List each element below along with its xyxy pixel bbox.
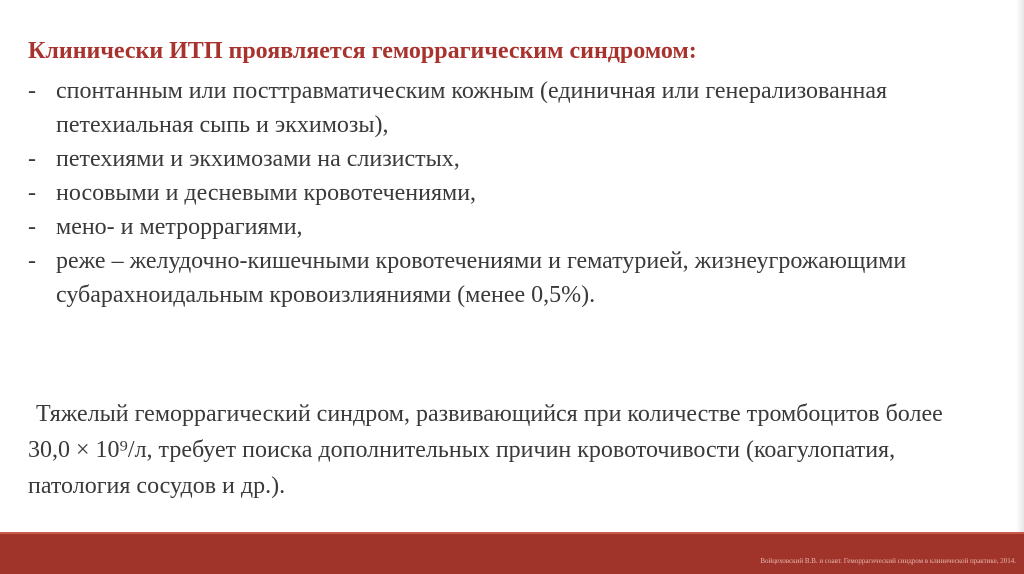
bullet-dash: -	[28, 214, 36, 240]
bullet-item	[28, 244, 1018, 312]
bullet-text: носовыми и десневыми кровотечениями,	[56, 180, 477, 206]
bullet-dash: -	[28, 248, 36, 274]
bullet-item	[28, 142, 1018, 176]
bullet-text: реже – желудочно-кишечными кровотечениями и гематурией, жизнеугрожающими субарахноидальным кровоизлияниями (менее 0,5%).	[56, 248, 907, 308]
bullet-dash: -	[28, 78, 36, 104]
bullet-item	[28, 74, 1018, 142]
footer-citation: Войцеховский В.В. и соавт. Геморрагический синдром в клинической практике, 2014.	[760, 557, 1016, 565]
bullet-dash: -	[28, 180, 36, 206]
bullet-dash: -	[28, 146, 36, 172]
footer-bar	[0, 534, 1024, 574]
bullet-item	[28, 176, 1018, 210]
bullet-list	[28, 74, 1018, 312]
summary-paragraph: Тяжелый геморрагический синдром, развивающийся при количестве тромбоцитов более 30,0 × 10⁹/л, требует поиска дополнительных причин кровоточивости (коагулопатия, патология сосудов и др.).	[28, 401, 943, 499]
bullet-item	[28, 210, 1018, 244]
bullet-text: спонтанным или посттравматическим кожным (единичная или генерализованная петехиальная сыпь и экхимозы),	[56, 78, 888, 138]
bullet-text: петехиями и экхимозами на слизистых,	[56, 146, 460, 172]
bullet-text: мено- и метроррагиями,	[56, 214, 303, 240]
slide-heading: Клинически ИТП проявляется геморрагическим синдромом:	[28, 38, 697, 64]
